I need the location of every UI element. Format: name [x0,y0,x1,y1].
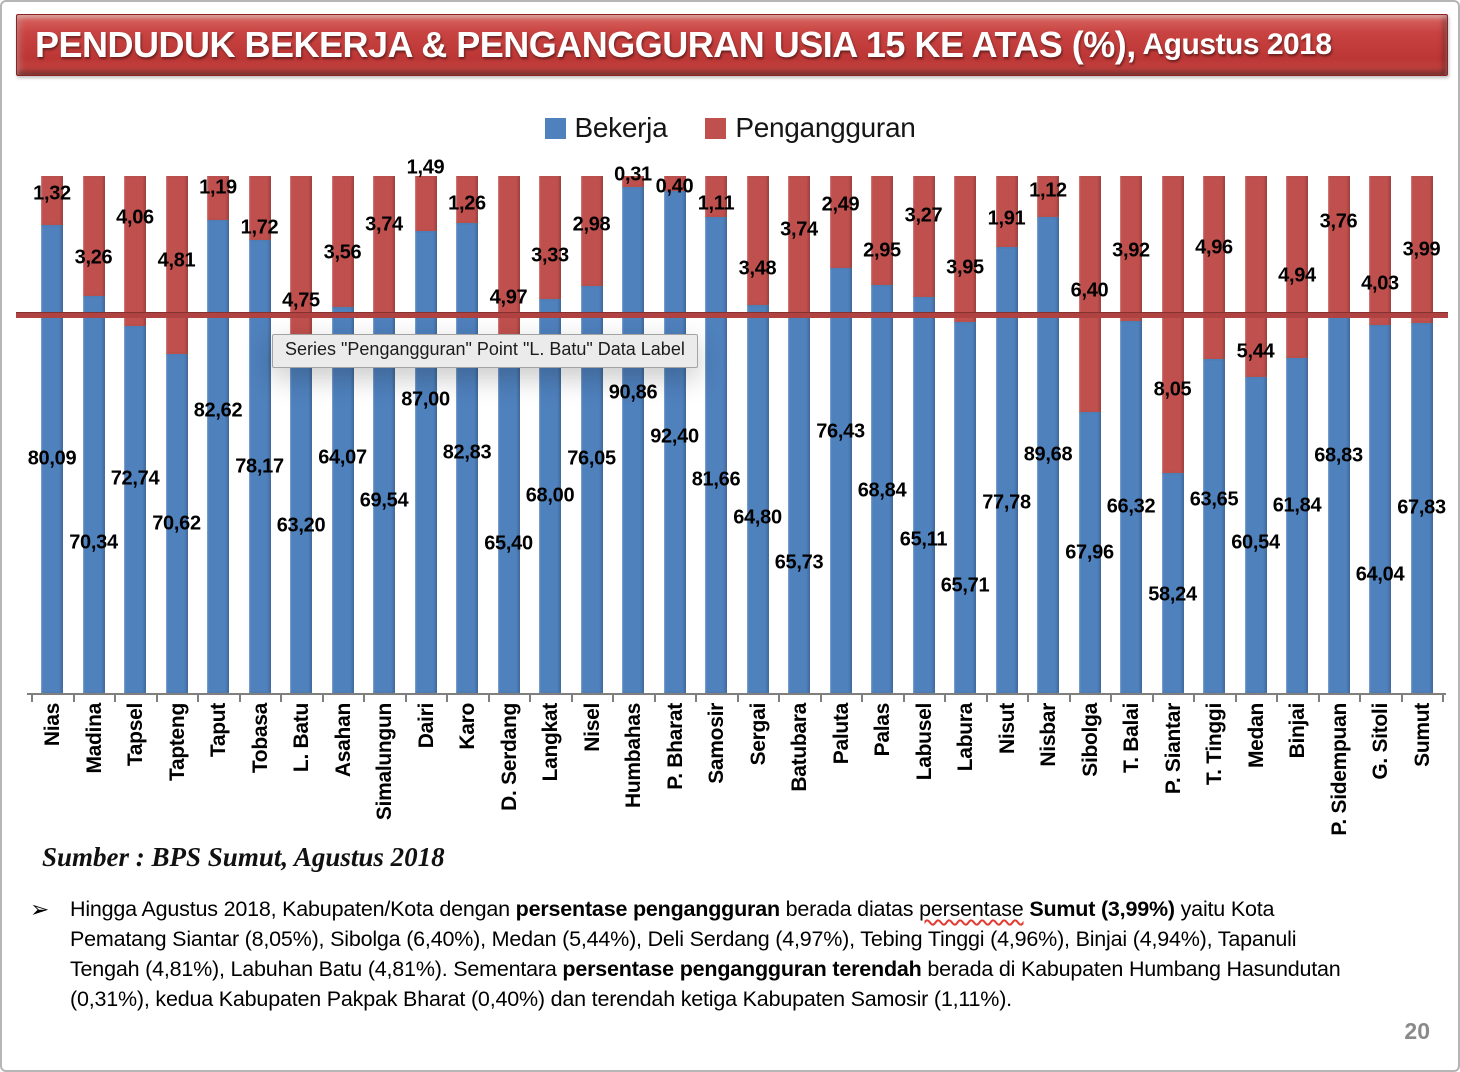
data-label-bekerja[interactable]: 82,83 [442,441,492,464]
source-note: Sumber : BPS Sumut, Agustus 2018 [42,842,445,872]
reference-line[interactable] [16,312,1448,318]
bar-segment-pengangguran[interactable] [290,176,312,351]
analysis-text-segment: berada di Kabupaten Humbang Hasundutan [921,957,1341,981]
axis-tick [446,693,448,702]
x-axis-label[interactable]: Sibolga [1078,703,1102,777]
x-axis-label[interactable]: P. Siantar [1161,703,1185,795]
analysis-paragraph [70,894,1415,1014]
data-label-bekerja[interactable]: 89,68 [1023,443,1073,466]
data-label-pengangguran[interactable]: 1,91 [987,207,1026,229]
bar-segment-bekerja[interactable] [1369,325,1391,693]
bar-segment-bekerja[interactable] [1203,359,1225,693]
bar-segment-bekerja[interactable] [913,297,935,693]
x-axis-label[interactable]: Madina [82,703,106,774]
data-label-pengangguran[interactable]: 8,05 [1153,378,1192,400]
axis-tick [1276,693,1278,702]
axis-tick [571,693,573,702]
data-label-bekerja[interactable]: 69,54 [359,489,409,511]
x-axis-label[interactable]: Nisut [995,703,1019,755]
data-label-pengangguran[interactable]: 4,96 [1195,236,1233,258]
analysis-text-segment: persentase pengangguran [515,897,780,921]
data-label-pengangguran[interactable]: 3,74 [365,213,403,236]
data-label-pengangguran[interactable]: 1,26 [448,192,486,214]
analysis-text-segment: persentase pengangguran terendah [562,957,922,981]
axis-tick [156,693,158,702]
data-label-bekerja[interactable]: 68,00 [525,484,575,507]
axis-tick [986,693,988,702]
axis-tick [654,693,656,702]
data-label-pengangguran[interactable]: 1,32 [33,182,71,204]
bar-segment-bekerja[interactable] [498,360,520,693]
bar-segment-pengangguran[interactable] [498,176,520,360]
data-label-bekerja[interactable]: 65,40 [484,532,533,554]
x-axis-label[interactable]: Karo [456,703,479,750]
data-label-bekerja[interactable]: 60,54 [1231,531,1280,554]
data-label-bekerja[interactable]: 64,80 [733,506,782,529]
axis-tick [1193,693,1195,702]
analysis-text-segment: yaitu Kota [1174,897,1275,921]
data-label-bekerja[interactable]: 67,83 [1397,496,1446,519]
x-axis-label[interactable]: Labura [954,703,977,772]
data-label-bekerja[interactable]: 63,20 [276,514,326,537]
bar-segment-pengangguran[interactable] [747,176,769,305]
data-label-pengangguran[interactable]: 1,49 [406,156,445,178]
bar-segment-pengangguran[interactable] [1369,176,1391,325]
data-label-bekerja[interactable]: 92,40 [650,425,699,448]
data-label-bekerja[interactable]: 61,84 [1272,494,1322,516]
bar-segment-bekerja[interactable] [788,314,810,693]
analysis-text-segment: persentase [919,897,1024,921]
x-axis-label[interactable]: Nisel [580,703,604,752]
axis-tick [529,693,531,702]
axis-tick [1401,693,1403,702]
axis-tick [1152,693,1154,702]
data-label-pengangguran[interactable]: 4,97 [489,286,528,309]
data-label-bekerja[interactable]: 64,04 [1355,563,1405,586]
data-label-bekerja[interactable]: 67,96 [1065,541,1114,563]
data-label-pengangguran[interactable]: 1,12 [1029,179,1067,201]
analysis-text-segment: Pematang Siantar (8,05%), Sibolga (6,40%), Medan (5,44%), Deli Serdang (4,97%), Tebing Tinggi (4,96%), Binjai (4,94%), Tapanuli [70,927,1297,951]
bar-segment-bekerja[interactable] [83,296,105,693]
x-axis-label[interactable]: Asahan [331,703,355,778]
analysis-text-segment: Tengah (4,81%), Labuhan Batu (4,81%). Sementara [70,957,563,981]
analysis-text-segment: Hingga Agustus 2018, Kabupaten/Kota dengan [70,897,516,921]
axis-tick [1318,693,1320,702]
axis-tick [322,693,324,702]
bar-segment-pengangguran[interactable] [1203,176,1225,359]
axis-tick [1069,693,1071,702]
axis-tick [903,693,905,702]
data-label-bekerja[interactable]: 66,32 [1106,495,1156,518]
bar-segment-bekerja[interactable] [705,217,727,693]
data-label-bekerja[interactable]: 70,34 [69,531,118,553]
data-label-bekerja[interactable]: 81,66 [691,468,741,491]
data-label-bekerja[interactable]: 80,09 [27,447,77,470]
bar-segment-bekerja[interactable] [1286,358,1308,693]
x-axis-label[interactable]: Simalungun [373,703,396,821]
axis-tick [737,693,739,702]
bullet-arrow-icon: ➢ [30,896,50,922]
x-axis-label[interactable]: Tapsel [124,703,147,767]
data-label-pengangguran[interactable]: 4,81 [157,249,196,272]
data-label-pengangguran[interactable]: 3,48 [738,257,777,279]
x-axis-label[interactable]: Sergai [746,703,770,766]
data-label-pengangguran[interactable]: 1,19 [199,176,237,199]
data-label-bekerja[interactable]: 77,78 [982,491,1031,514]
bar-segment-pengangguran[interactable] [83,176,105,296]
legend-label: Pengangguran [735,112,916,143]
axis-tick [861,693,863,702]
data-label-pengangguran[interactable]: 1,11 [697,192,735,214]
axis-tick [695,693,697,702]
x-axis-label[interactable]: Nias [41,703,64,747]
analysis-text-segment: Sumut (3,99%) [1029,897,1175,921]
bar-segment-pengangguran[interactable] [373,176,395,314]
legend-label: Bekerja [574,112,668,143]
data-label-bekerja[interactable]: 76,43 [816,420,865,442]
bar-segment-bekerja[interactable] [954,322,976,693]
data-label-bekerja[interactable]: 65,73 [774,551,824,573]
x-axis-label[interactable]: Batubara [788,703,811,792]
axis-tick [944,693,946,702]
data-label-bekerja[interactable]: 58,24 [1148,583,1197,606]
data-label-bekerja[interactable]: 68,84 [857,479,907,502]
bar-segment-bekerja[interactable] [124,326,146,693]
data-label-pengangguran[interactable]: 3,99 [1402,238,1441,260]
data-label-bekerja[interactable]: 65,71 [940,574,990,596]
x-axis-label[interactable]: T. Tinggi [1203,703,1226,786]
data-label-bekerja[interactable]: 87,00 [401,388,450,411]
axis-tick [612,693,614,702]
x-axis-label[interactable]: G. Sitoli [1369,703,1392,780]
data-label-pengangguran[interactable]: 3,26 [74,246,113,269]
data-label-bekerja[interactable]: 68,83 [1314,444,1363,467]
x-axis-label[interactable]: Langkat [539,703,562,782]
x-axis-label[interactable]: Humbahas [622,703,645,808]
analysis-text-segment: (0,31%), kedua Kabupaten Pakpak Bharat (0,40%) dan terendah ketiga Kabupaten Samosir (1,11%). [70,987,1012,1011]
x-axis-label[interactable]: P. Sidempuan [1327,703,1351,836]
data-label-pengangguran[interactable]: 3,95 [946,256,984,279]
data-label-pengangguran[interactable]: 3,92 [1112,239,1150,261]
axis-tick [1359,693,1361,702]
data-label-bekerja[interactable]: 72,74 [110,467,160,489]
axis-tick [405,693,407,702]
axis-tick [778,693,780,702]
data-label-bekerja[interactable]: 78,17 [235,455,284,477]
x-axis-label[interactable]: D. Serdang [497,703,521,811]
data-label-bekerja[interactable]: 64,07 [318,446,367,469]
axis-tick [488,693,490,702]
bar-segment-pengangguran[interactable] [871,176,893,285]
data-label-pengangguran[interactable]: 2,95 [863,239,901,261]
data-label-bekerja[interactable]: 82,62 [193,399,243,421]
data-label-pengangguran[interactable]: 3,74 [780,218,818,241]
x-axis-label[interactable]: Labusel [912,703,936,781]
data-label-bekerja[interactable]: 70,62 [152,512,201,534]
x-axis-label[interactable]: Paluta [829,703,853,765]
bar-segment-pengangguran[interactable] [954,176,976,322]
x-axis-label[interactable]: Palas [871,703,894,757]
axis-tick [73,693,75,702]
bar-segment-bekerja[interactable] [830,268,852,693]
bar-segment-pengangguran[interactable] [830,176,852,268]
bar-segment-pengangguran[interactable] [124,176,146,326]
x-axis-label[interactable]: Dairi [414,703,438,749]
x-axis-label[interactable]: L. Batu [290,703,313,773]
data-label-pengangguran[interactable]: 4,03 [1361,272,1399,294]
axis-tick [1235,693,1237,702]
bar-segment-bekerja[interactable] [622,187,644,693]
data-label-pengangguran[interactable]: 3,76 [1319,210,1358,232]
data-label-bekerja[interactable]: 63,65 [1189,488,1239,511]
x-axis-label[interactable]: Binjai [1286,703,1309,759]
axis-tick [114,693,116,702]
page-title: PENDUDUK BEKERJA & PENGANGGURAN USIA 15 KE ATAS (%), [35,24,1136,65]
bar-segment-pengangguran[interactable] [913,176,935,297]
axis-tick [31,693,33,702]
data-label-pengangguran[interactable]: 3,27 [904,204,943,226]
data-label-bekerja[interactable]: 90,86 [608,381,658,404]
bar-segment-pengangguran[interactable] [1328,176,1350,315]
data-label-pengangguran[interactable]: 4,94 [1278,264,1316,287]
page-number: 20 [1404,1018,1430,1044]
bar-segment-pengangguran[interactable] [1162,176,1184,473]
x-axis-label[interactable]: Tobasa [248,703,272,774]
data-label-pengangguran[interactable]: 5,44 [1236,340,1275,362]
data-label-pengangguran[interactable]: 6,40 [1070,279,1109,302]
data-label-pengangguran[interactable]: 0,31 [614,163,652,185]
axis-tick [363,693,365,702]
x-axis-label[interactable]: Taput [207,703,230,758]
axis-tick [1442,693,1444,702]
x-axis-label[interactable]: Nisbar [1037,703,1060,767]
data-label-pengangguran[interactable]: 1,72 [240,216,279,239]
bar-segment-bekerja[interactable] [747,305,769,693]
axis-tick [1110,693,1112,702]
x-axis-label[interactable]: Tapteng [165,703,189,782]
data-label-pengangguran[interactable]: 0,40 [655,175,694,197]
bar-segment-bekerja[interactable] [207,220,229,693]
data-label-pengangguran[interactable]: 4,06 [116,206,154,229]
data-label-bekerja[interactable]: 76,05 [567,447,616,469]
x-axis-label[interactable]: Medan [1244,703,1268,769]
bar-segment-bekerja[interactable] [415,231,437,693]
data-label-pengangguran[interactable]: 2,49 [821,193,860,216]
chart-hover-tooltip: Series "Pengangguran" Point "L. Batu" Data Label [272,334,698,368]
x-axis-label[interactable]: P. Bharat [663,703,687,790]
axis-tick [1027,693,1029,702]
x-axis-label[interactable]: Samosir [705,703,728,784]
x-axis-label[interactable]: Sumut [1410,703,1434,767]
bar-segment-pengangguran[interactable] [415,176,437,231]
bar-segment-pengangguran[interactable] [539,176,561,299]
data-label-pengangguran[interactable]: 2,98 [572,213,611,236]
data-label-pengangguran[interactable]: 3,33 [531,244,569,266]
data-label-bekerja[interactable]: 65,11 [899,528,948,551]
x-axis-label[interactable]: T. Balai [1120,703,1143,773]
page-title-date: Agustus 2018 [1135,28,1332,61]
data-label-pengangguran[interactable]: 4,75 [282,289,320,311]
data-label-pengangguran[interactable]: 3,56 [323,241,362,263]
axis-tick [239,693,241,702]
analysis-text-segment: berada diatas [779,897,920,921]
bar-segment-pengangguran[interactable] [788,176,810,314]
bar-segment-bekerja[interactable] [1328,315,1350,693]
axis-tick [197,693,199,702]
axis-tick [280,693,282,702]
axis-tick [820,693,822,702]
